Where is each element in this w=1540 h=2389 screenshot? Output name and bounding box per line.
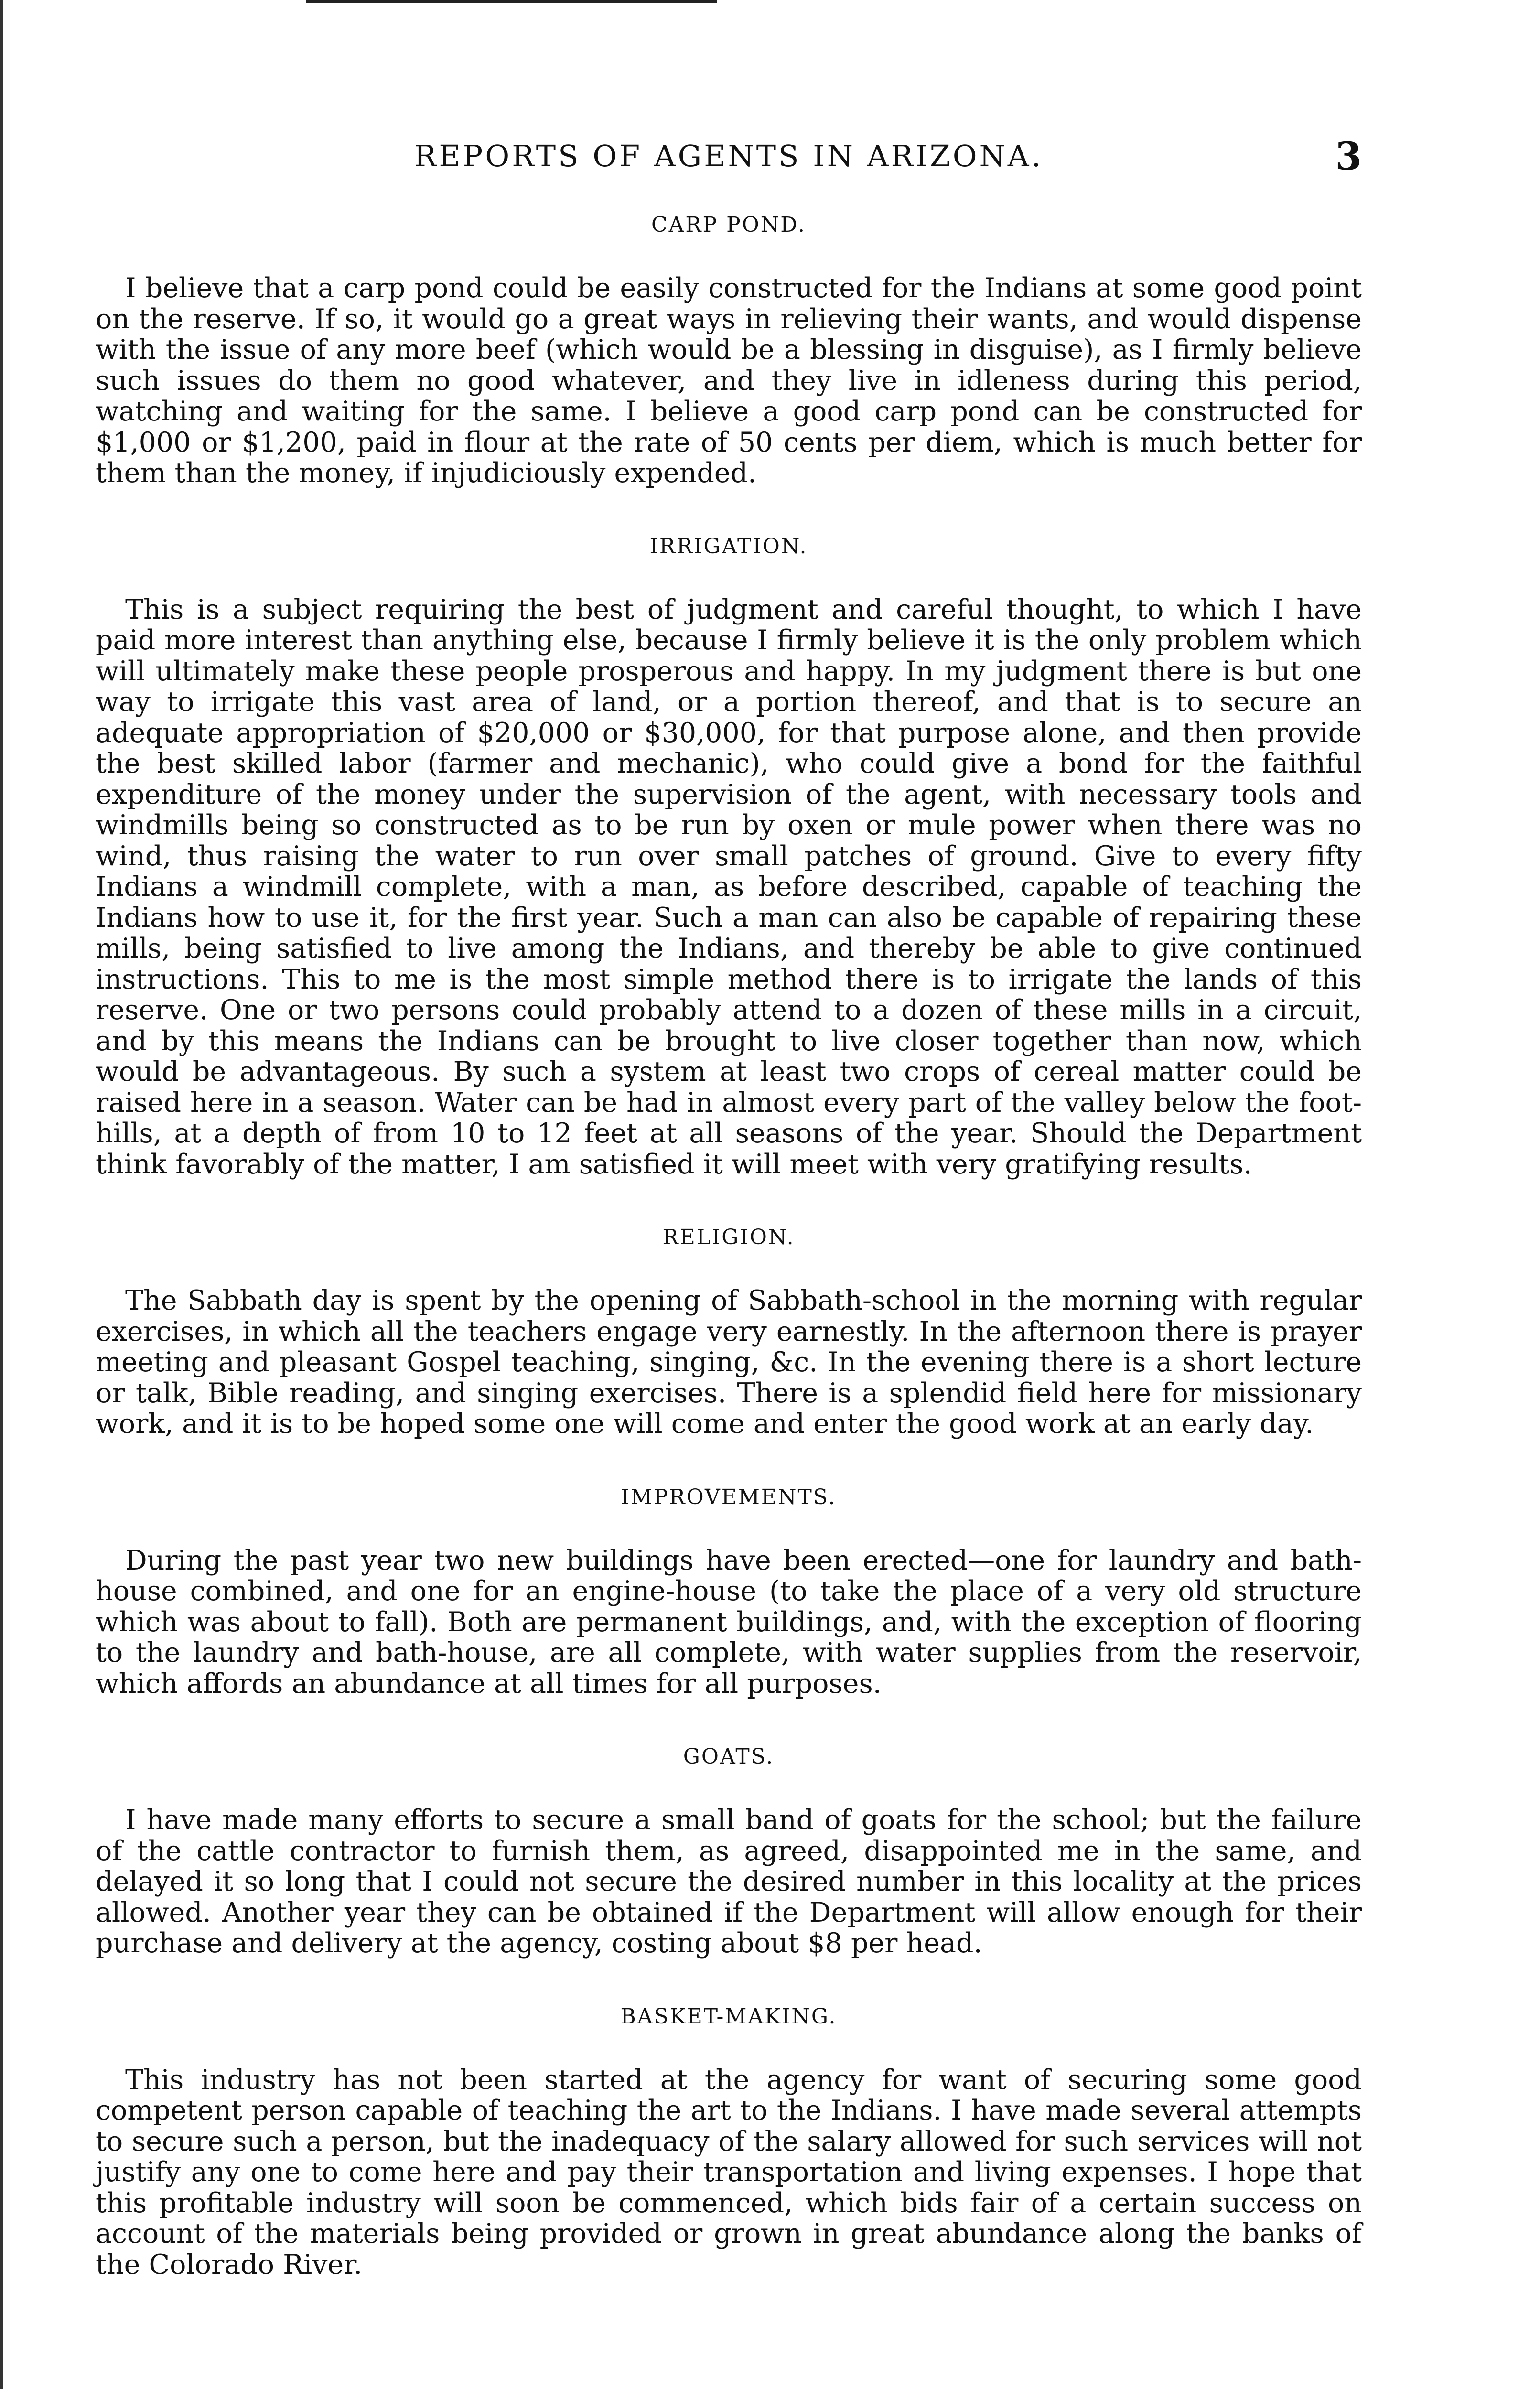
section-paragraph: I believe that a carp pond could be easily constructed for the Indians at some good point on the reserve. If so, it would go a great ways in relieving their wants, and would dispense with the issue of any more beef (which would be a blessing in disguise), as I firmly believe such issues do them no good whatever, and they live in idleness during this period, watching and waiting for the same. I believe a good carp pond can be constructed for $1,000 or $1,200, paid in flour at the rate of 50 cents per diem, which is much better for them than the money, if injudiciously expended. (96, 272, 1362, 489)
section-carp-pond (96, 213, 1362, 489)
page-number: 3 (1335, 134, 1362, 179)
section-paragraph: During the past year two new buildings have been erected—one for laundry and bath-house combined, and one for an engine-house (to take the place of a very old structure which was about to fall). Both are permanent buildings, and, with the exception of flooring to the laundry and bath-house, are all complete, with water supplies from the reservoir, which affords an abundance at all times for all purposes. (96, 1544, 1362, 1700)
section-improvements (96, 1485, 1362, 1700)
section-paragraph: This is a subject requiring the best of judgment and careful thought, to which I have paid more interest than anything else, because I firmly believe it is the only problem which will ultimately make these people prosperous and happy. In my judgment there is but one way to irrigate this vast area of land, or a portion thereof, and that is to secure an adequate appropriation of $20,000 or $30,000, for that purpose alone, and then provide the best skilled labor (farmer and mechanic), who could give a bond for the faithful expenditure of the money under the supervision of the agent, with necessary tools and windmills being so constructed as to be run by oxen or mule power when there was no wind, thus raising the water to run over small patches of ground. Give to every fifty Indians a windmill complete, with a man, as before described, capable of teaching the Indians how to use it, for the first year. Such a man can also be capable of repairing these mills, being satisfied to live among the Indians, and thereby be able to give continued instructions. This to me is the most simple method there is to irrigate the lands of this reserve. One or two persons could probably attend to a dozen of these mills in a circuit, and by this means the Indians can be brought to live closer together than now, which would be advantageous. By such a system at least two crops of cereal matter could be raised here in a season. Water can be had in almost every part of the valley below the foot-hills, at a depth of from 10 to 12 feet at all seasons of the year. Should the Department think favorably of the matter, I am satisfied it will meet with very gratifying results. (96, 593, 1362, 1180)
section-religion (96, 1225, 1362, 1440)
page-body (96, 134, 1362, 2325)
top-rule (306, 0, 717, 3)
section-heading: GOATS. (683, 1744, 775, 1769)
section-heading: IMPROVEMENTS. (621, 1485, 837, 1509)
section-paragraph: The Sabbath day is spent by the opening of Sabbath-school in the morning with regular exercises, in which all the teachers engage very earnestly. In the afternoon there is prayer meeting and pleasant Gospel teaching, singing, &c. In the evening there is a short lecture or talk, Bible reading, and singing exercises. There is a splendid field here for missionary work, and it is to be hoped some one will come and enter the good work at an early day. (96, 1285, 1362, 1440)
running-head (96, 134, 1362, 186)
section-heading: RELIGION. (662, 1225, 795, 1249)
left-page-edge (0, 0, 3, 2389)
section-basket-making (96, 2004, 1362, 2281)
section-heading: CARP POND. (651, 213, 807, 237)
section-paragraph: This industry has not been started at the agency for want of securing some good competent person capable of teaching the art to the Indians. I have made several attempts to secure such a person, but the inadequacy of the salary allowed for such services will not justify any one to come here and pay their transportation and living expenses. I hope that this profitable industry will soon be commenced, which bids fair of a certain success on account of the materials being provided or grown in great abundance along the banks of the Colorado River. (96, 2064, 1362, 2281)
running-title: REPORTS OF AGENTS IN ARIZONA. (414, 139, 1044, 173)
section-heading: IRRIGATION. (649, 534, 808, 559)
section-heading: BASKET-MAKING. (620, 2004, 837, 2029)
section-irrigation (96, 534, 1362, 1180)
section-paragraph: I have made many efforts to secure a small band of goats for the school; but the failure of the cattle contractor to furnish them, as agreed, disappointed me in the same, and delayed it so long that I could not secure the desired number in this locality at the prices allowed. Another year they can be obtained if the Department will allow enough for their purchase and delivery at the agency, costing about $8 per head. (96, 1804, 1362, 1959)
section-goats (96, 1744, 1362, 1959)
